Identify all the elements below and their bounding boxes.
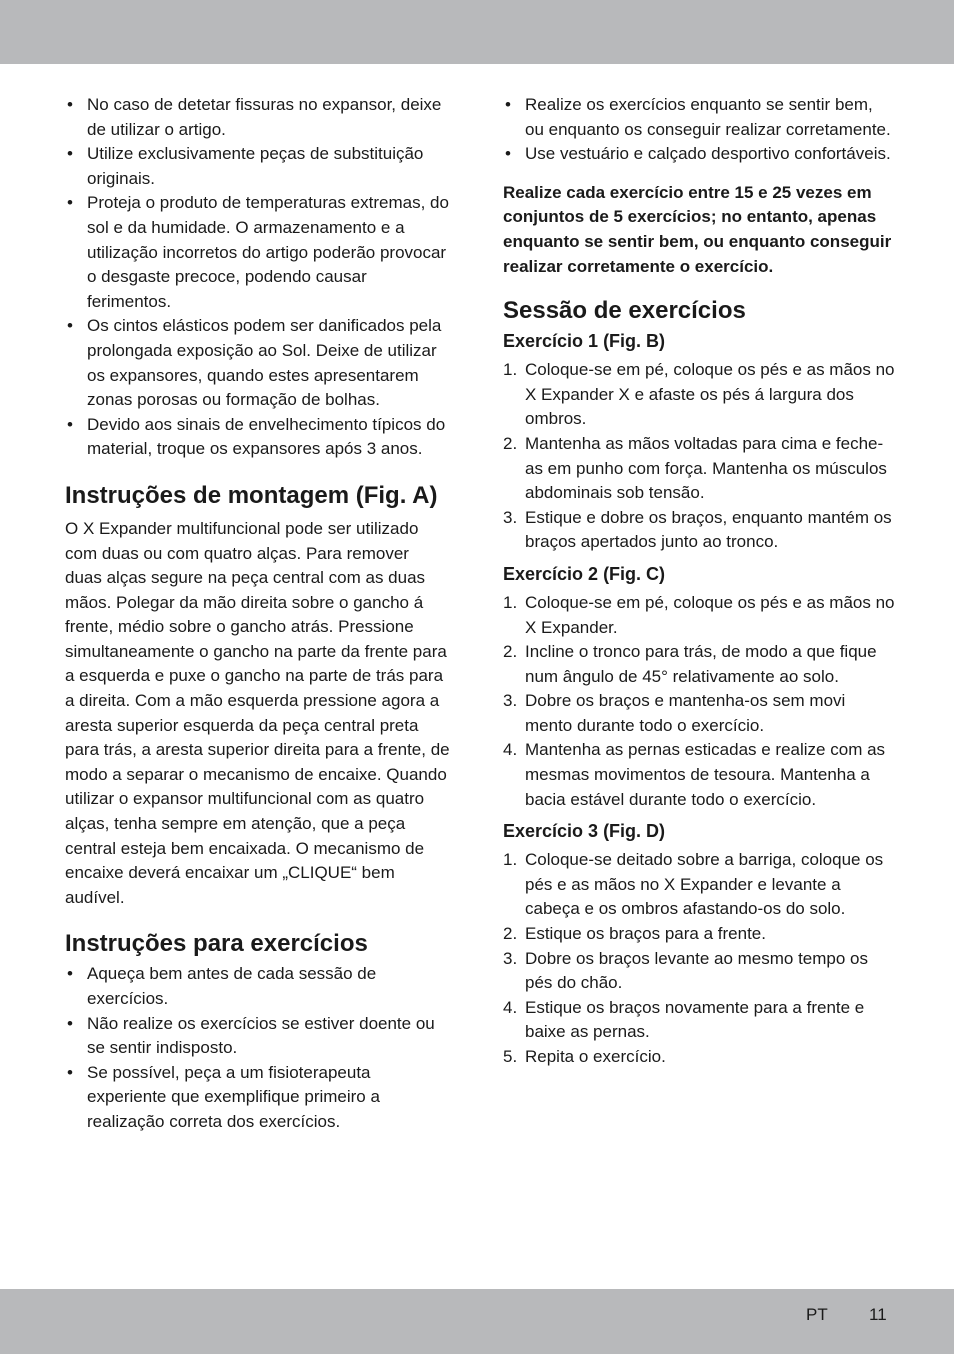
exercise-instructions-list-continued	[503, 93, 895, 167]
exercise-2-title: Exercício 2 (Fig. C)	[503, 563, 666, 584]
list-item: 1. Coloque-se deitado sobre a barriga, coloque os pés e as mãos no X Expander e levante a cabeça e os ombros afastando-os do solo.	[503, 850, 884, 919]
list-item: • Utilize exclusivamente peças de substituição originais.	[67, 144, 424, 188]
list-item: • Não realize os exercícios se estiver doente ou se sentir indisposto.	[67, 1013, 435, 1058]
bullet-marker: •	[67, 316, 73, 336]
safety-list	[65, 93, 450, 462]
step-number: 4.	[503, 740, 518, 760]
bullet-marker: •	[67, 193, 73, 213]
step-number: 1.	[503, 592, 518, 612]
list-item: 2. Estique os braços para a frente.	[503, 922, 895, 947]
exercise-instructions-list	[65, 962, 450, 1134]
exercise-3-title: Exercício 3 (Fig. D)	[503, 821, 666, 842]
language-code: PT	[806, 1305, 828, 1324]
bullet-marker: •	[67, 964, 73, 984]
repetition-note: Realize cada exercício entre 15 e 25 vezes em conjuntos de 5 exercícios; no entanto, apenas enquanto se sentir bem, ou enquanto conseguir realizar corretamente o exercício.	[503, 182, 892, 276]
page-number: 11	[869, 1305, 887, 1324]
list-item: 2. Mantenha as mãos voltadas para cima e feche-as em punho com força. Mantenha os músculos abdominais sob tensão.	[503, 433, 887, 503]
list-item: 4. Estique os braços novamente para a frente e baixe as pernas.	[503, 997, 865, 1042]
exercise-2-steps	[503, 591, 895, 812]
list-item: • Devido aos sinais de envelhecimento típicos do material, troque os expansores após 3 anos.	[67, 414, 446, 459]
exercise-1-steps	[503, 358, 895, 555]
list-item: 1. Coloque-se em pé, coloque os pés e as mãos no X Expander X e afaste os pés á largura dos ombros.	[503, 360, 895, 429]
step-number: 2.	[503, 433, 518, 453]
bullet-marker: •	[67, 1062, 73, 1082]
exercise-3-steps	[503, 848, 895, 1069]
list-item: 2. Incline o tronco para trás, de modo a que fique num ângulo de 45° relativamente ao solo.	[503, 642, 877, 686]
list-item: • Proteja o produto de temperaturas extremas, do sol e da humidade. O armazenamento e a utilização incorretos do artigo poderão provocar o desgaste precoce, podendo causar ferimentos.	[67, 193, 449, 311]
step-number: 4.	[503, 997, 518, 1017]
list-item: • Aqueça bem antes de cada sessão de exercícios.	[67, 964, 377, 1008]
list-item: 5. Repita o exercício.	[503, 1045, 895, 1070]
exercise-1-title: Exercício 1 (Fig. B)	[503, 331, 666, 352]
step-number: 3.	[503, 691, 518, 711]
list-item: • No caso de detetar fissuras no expansor, deixe de utilizar o artigo.	[67, 95, 442, 139]
assembly-paragraph: O X Expander multifuncional pode ser utilizado com duas ou com quatro alças. Para remover duas alças segure na peça central com as duas mãos. Polegar da mão direita sobre o gancho á frente, médio sobre o gancho atrás. Pressione simultaneamente o gancho na parte da frente para a esquerda e puxe o gancho na parte de trás para a direita. Com a mão esquerda pressione agora a aresta superior esquerda da peça central preta para trás, a aresta superior direita para a frente, de modo a separar o mecanismo de encaixe. Quando utilizar o expansor multifuncional com as quatro alças, tenha sempre em atenção, que a peça central esteja bem encaixada. O mecanismo de encaixe deverá encaixar um „CLIQUE“ bem audível.	[65, 518, 450, 907]
step-number: 5.	[503, 1047, 518, 1066]
step-number: 1.	[503, 850, 518, 870]
session-heading: Sessão de exercícios	[503, 297, 746, 325]
step-number: 2.	[503, 924, 518, 944]
assembly-heading: Instruções de montagem (Fig. A)	[65, 481, 438, 509]
bullet-marker: •	[67, 1013, 73, 1033]
step-number: 1.	[503, 360, 518, 380]
bullet-marker: •	[505, 144, 511, 164]
step-number: 2.	[503, 642, 518, 662]
list-item: 1. Coloque-se em pé, coloque os pés e as mãos no X Expander.	[503, 592, 895, 637]
list-item: • Se possível, peça a um fisioterapeuta experiente que exemplifique primeiro a realização correta dos exercícios.	[67, 1062, 380, 1131]
list-item: • Realize os exercícios enquanto se sentir bem, ou enquanto os conseguir realizar corretamente.	[505, 95, 891, 139]
bullet-marker: •	[67, 95, 73, 114]
left-column	[65, 93, 450, 1135]
header-band	[0, 0, 954, 64]
right-column	[503, 93, 895, 1070]
bullet-marker: •	[67, 144, 73, 164]
list-item: • Os cintos elásticos podem ser danificados pela prolongada exposição ao Sol. Deixe de utilizar os expansores, quando estes apresentarem zonas porosas ou formação de bolhas.	[67, 316, 442, 410]
exercise-instructions-heading: Instruções para exercícios	[65, 930, 368, 958]
list-item: 4. Mantenha as pernas esticadas e realize com as mesmas movimentos de tesoura. Mantenha a bacia estável durante todo o exercício.	[503, 740, 886, 809]
step-number: 3.	[503, 948, 518, 968]
list-item: 3. Dobre os braços levante ao mesmo tempo os pés do chão.	[503, 948, 869, 993]
bullet-marker: •	[505, 95, 511, 114]
list-item: 3. Estique e dobre os braços, enquanto mantém os braços apertados junto ao tronco.	[503, 507, 892, 552]
bullet-marker: •	[67, 414, 73, 434]
step-number: 3.	[503, 507, 518, 527]
list-item: • Use vestuário e calçado desportivo confortáveis.	[503, 142, 895, 167]
list-item: 3. Dobre os braços e mantenha-os sem movi mento durante todo o exercício.	[503, 691, 846, 735]
